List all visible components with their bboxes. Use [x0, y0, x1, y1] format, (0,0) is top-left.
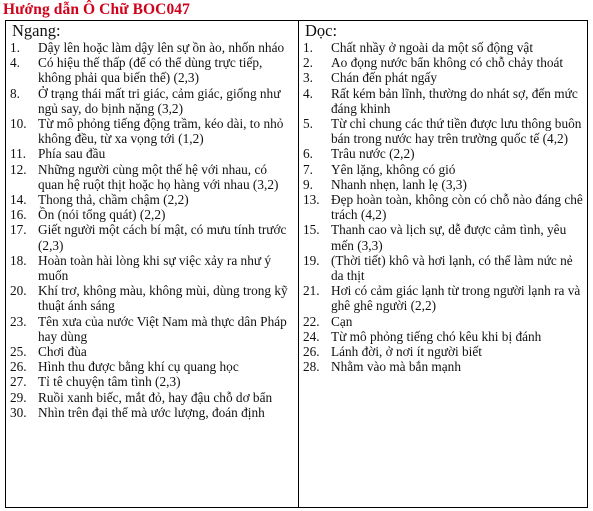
clue-number: 23.: [10, 313, 27, 329]
clue-text: Có hiệu thế thấp (để có thể dùng trực tiếp, không phải qua biến thế) (2,3): [38, 55, 263, 86]
clue-text: Từ mô phỏng tiếng chó kêu khi bị đánh: [331, 328, 542, 344]
clue-text: Những người cùng một thế hệ với nhau, có quan hệ ruột thịt hoặc họ hàng với nhau (3,2): [38, 161, 279, 192]
clue-item: [10, 86, 295, 116]
clue-text: Tên xưa của nước Việt Nam mà thực dân Pháp hay dùng: [38, 313, 287, 344]
clue-item: [303, 283, 584, 313]
clue-number: 3.: [303, 70, 313, 86]
clue-text: Yên lặng, không có gió: [331, 161, 456, 177]
clue-item: [303, 344, 584, 359]
clue-item: [303, 329, 584, 344]
clue-item: [10, 390, 295, 405]
clue-item: [10, 40, 295, 55]
clue-number: 14.: [10, 192, 27, 208]
clue-text: Ồn (nói tổng quát) (2,2): [38, 207, 166, 223]
clue-number: 8.: [10, 85, 20, 101]
down-clue-list: [303, 40, 584, 374]
clue-item: [10, 146, 295, 161]
clue-number: 15.: [303, 222, 320, 238]
clue-text: Ruồi xanh biếc, mắt đỏ, hay đậu chỗ dơ bẩn: [38, 389, 273, 405]
clue-text: Hơi có cảm giác lạnh từ trong người lạnh ra và ghê ghê người (2,2): [331, 283, 581, 314]
clue-number: 2.: [303, 55, 313, 71]
clue-number: 24.: [303, 328, 320, 344]
clue-item: [303, 177, 584, 192]
clue-item: [10, 222, 295, 252]
clue-text: Khí trơ, không màu, không mùi, dùng trong kỹ thuật ánh sáng: [38, 283, 288, 314]
clue-number: 7.: [303, 161, 313, 177]
clue-number: 12.: [10, 161, 27, 177]
clue-number: 25.: [10, 344, 27, 360]
clue-number: 16.: [10, 207, 27, 223]
clue-item: [303, 314, 584, 329]
clue-text: Hình thu được bằng khí cụ quang học: [38, 359, 239, 375]
clue-item: [303, 86, 584, 116]
clue-text: Cạn: [331, 313, 353, 329]
clue-item: [10, 192, 295, 207]
clue-text: Rất kém bản lĩnh, thường do nhát sợ, đến mức đáng khinh: [331, 85, 578, 116]
clue-text: Nhanh nhẹn, lanh lẹ (3,3): [331, 176, 467, 192]
clue-number: 13.: [303, 192, 320, 208]
clue-item: [303, 40, 584, 55]
clue-item: [10, 55, 295, 85]
clue-item: [10, 344, 295, 359]
clue-number: 11.: [10, 146, 27, 162]
clue-item: [303, 116, 584, 146]
clue-item: [303, 222, 584, 252]
clue-number: 4.: [10, 55, 20, 71]
clue-item: [10, 207, 295, 222]
clue-number: 5.: [303, 116, 313, 132]
clue-number: 10.: [10, 116, 27, 132]
clue-text: Từ mô phỏng tiếng động trầm, kéo dài, to nhỏ không đều, từ xa vọng tới (1,2): [38, 116, 284, 147]
clue-text: Ở trạng thái mất tri giác, cảm giác, giống như ngủ say, do bịnh nặng (3,2): [38, 85, 281, 116]
clue-item: [303, 146, 584, 161]
clue-number: 19.: [303, 252, 320, 268]
clue-number: 22.: [303, 313, 320, 329]
clue-number: 1.: [303, 40, 313, 55]
clue-item: [10, 283, 295, 313]
clue-text: Thong thả, chầm chậm (2,2): [38, 192, 189, 208]
clue-item: [10, 116, 295, 146]
clue-text: (Thời tiết) khô và hơi lạnh, có thể làm nức nẻ da thịt: [331, 252, 573, 284]
clue-item: [10, 314, 295, 344]
clue-item: [10, 359, 295, 374]
clue-number: 26.: [10, 359, 27, 375]
clue-item: [303, 70, 584, 85]
down-heading: Dọc:: [305, 21, 338, 40]
clue-number: 30.: [10, 404, 27, 420]
clue-item: [10, 162, 295, 192]
across-clue-list: [10, 40, 295, 420]
clue-text: Giết người một cách bí mật, có mưu tính trước (2,3): [38, 222, 287, 253]
clue-number: 28.: [303, 359, 320, 375]
page-title: Hướng dẫn Ô Chữ BOC047: [3, 1, 191, 18]
clue-item: [10, 374, 295, 389]
clue-text: Đẹp hoàn toàn, không còn có chỗ nào đáng chê trách (4,2): [331, 192, 583, 223]
clue-item: [303, 162, 584, 177]
clue-text: Ao đọng nước bẩn không có chỗ chảy thoát: [331, 55, 564, 71]
clue-item: [303, 192, 584, 222]
clue-number: 4.: [303, 85, 313, 101]
clue-item: [303, 359, 584, 374]
clue-number: 27.: [10, 374, 27, 390]
clue-text: Phía sau đầu: [38, 146, 106, 162]
clue-text: Trâu nước (2,2): [331, 146, 415, 162]
down-column: [299, 21, 587, 507]
across-column: [6, 21, 299, 507]
clue-number: 9.: [303, 176, 313, 192]
clue-text: Từ chỉ chung các thứ tiền được lưu thông buôn bán trong nước hay trên trường quốc tế (4,2): [331, 116, 582, 147]
clue-text: Nhìn trên đại thể mà ước lượng, đoán định: [38, 404, 265, 420]
clue-text: Chán đến phát ngấy: [331, 70, 437, 86]
clue-text: Chơi đùa: [38, 344, 87, 360]
clue-text: Tỉ tê chuyện tâm tình (2,3): [38, 374, 181, 390]
clue-number: 21.: [303, 283, 320, 299]
clue-number: 1.: [10, 40, 20, 55]
clue-number: 29.: [10, 389, 27, 405]
clue-text: Dậy lên hoặc làm dậy lên sự ồn ào, nhốn nháo: [38, 40, 285, 55]
clue-item: [303, 253, 584, 283]
clue-item: [10, 253, 295, 283]
clue-item: [303, 55, 584, 70]
clue-table: [5, 20, 588, 508]
across-heading: Ngang:: [12, 21, 61, 40]
clue-text: Lánh đời, ở nơi ít người biết: [331, 344, 482, 360]
clue-number: 20.: [10, 283, 27, 299]
clue-number: 26.: [303, 344, 320, 360]
clue-text: Nhằm vào mà bắn mạnh: [331, 359, 461, 375]
clue-text: Hoàn toàn hài lòng khi sự việc xảy ra như ý muốn: [38, 252, 272, 284]
clue-number: 17.: [10, 222, 27, 238]
clue-number: 18.: [10, 252, 27, 268]
clue-item: [10, 405, 295, 420]
clue-number: 6.: [303, 146, 313, 162]
clue-text: Thanh cao và lịch sự, dễ được cảm tình, yêu mến (3,3): [331, 222, 567, 253]
clue-text: Chất nhầy ở ngoài da một số động vật: [331, 40, 534, 55]
